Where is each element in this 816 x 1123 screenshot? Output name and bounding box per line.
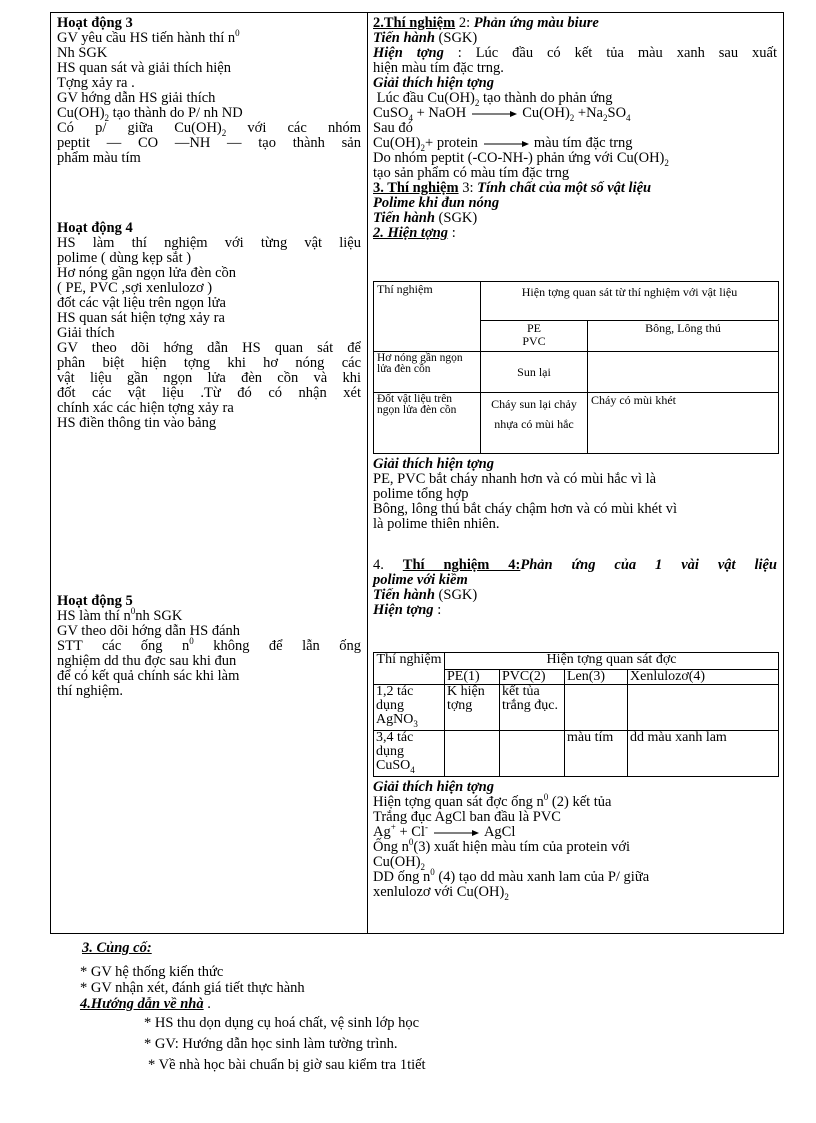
table-cell: Hơ nóng gần ngọn lửa đèn cồn xyxy=(374,352,481,393)
experiment-4-procedure: Tiến hành (SGK) xyxy=(373,587,478,603)
experiment-4-explanation xyxy=(373,780,777,900)
activity-3-line: Tợng xảy ra . xyxy=(57,75,135,91)
table-cell: Cháy có mùi khét xyxy=(588,393,779,454)
table-row xyxy=(374,731,779,777)
activity-4-line: đốt các vật liệu trên ngọn lửa xyxy=(57,295,226,311)
reaction-equation-2: $Cu(OH)_2+$ protein màu tím đặc trng xyxy=(373,135,633,153)
explain-line: polime tổng hợp xyxy=(373,486,469,502)
activity-3-line: HS quan sát và giải thích hiện xyxy=(57,60,231,76)
activity-4-line: HS làm thí nghiệm với từng vật liệu xyxy=(57,235,361,251)
table-row xyxy=(374,352,779,393)
activity-4-title: Hoạt động 4 xyxy=(57,220,133,236)
homework-item: * HS thu dọn dụng cụ hoá chất, vệ sinh lớp học xyxy=(144,1015,420,1031)
footer-section xyxy=(80,940,426,1073)
activity-5-line: để có kết quả chính sác khi làm xyxy=(57,668,240,684)
experiment-3-heading: 3. Thí nghiệm 3: Tính chất của một số vật liệu xyxy=(373,180,652,196)
table-cell: Sun lại xyxy=(481,352,588,393)
table-row xyxy=(374,393,779,454)
activity-4-line: phân biệt hiện tợng khi hơ nóng các xyxy=(57,355,361,371)
activity-3-line: Có p/ giữa $Cu(OH)_2$ với các nhóm xyxy=(57,120,361,138)
consolidation-item: * GV hệ thống kiến thức xyxy=(80,964,224,980)
reaction-arrow-icon xyxy=(470,110,518,118)
experiment-4-explain-title: Giải thích hiện tợng xyxy=(373,779,494,795)
table-header-cell: Thí nghiệm xyxy=(374,653,445,685)
experiment-3-explain-title: Giải thích hiện tợng xyxy=(373,456,494,472)
table-header-cell: Hiện tợng quan sát từ thí nghiệm với vật liệu xyxy=(481,282,779,321)
table-cell: 1,2 tác dụng AgNO$_3$ xyxy=(374,685,445,731)
experiment-4-heading: 4. Thí nghiệm 4:Phản ứng của 1 vài vật liệu xyxy=(373,557,777,573)
reaction-arrow-icon xyxy=(482,140,530,148)
table-header-cell: Xenlulozơ(4) xyxy=(628,670,779,685)
experiment-3-observation-title: 2. Hiện tợng : xyxy=(373,225,456,241)
homework-heading: 4.Hướng dẫn về nhà . xyxy=(80,996,211,1012)
explain-line: Hiện tợng quan sát đợc ống $n^0$ (2) kết tủa xyxy=(373,792,612,810)
table-cell xyxy=(628,685,779,731)
experiment-2-observation: Hiện tợng : Lúc đầu có kết tủa màu xanh sau xuất xyxy=(373,45,777,61)
table-cell xyxy=(565,685,628,731)
homework-item: * Về nhà học bài chuẩn bị giờ sau kiểm tra 1tiết xyxy=(148,1057,426,1073)
table-cell xyxy=(445,731,500,777)
heating-observation-table xyxy=(373,281,779,454)
activity-4-line: HS điền thông tin vào bảng xyxy=(57,415,217,431)
table-cell: Đốt vật liệu trên ngọn lửa đèn cồn xyxy=(374,393,481,454)
experiment-2-procedure: Tiến hành (SGK) xyxy=(373,30,478,46)
activity-3-block xyxy=(57,16,361,166)
explain-line: Bông, lông thú bắt cháy chậm hơn và có mùi khét vì xyxy=(373,501,678,517)
activity-5-line: GV theo dõi hớng dẫn HS đánh xyxy=(57,623,240,639)
activity-3-title: Hoạt động 3 xyxy=(57,15,133,31)
table-header-cell: Hiện tợng quan sát đợc xyxy=(445,653,779,670)
activity-5-block xyxy=(57,594,361,699)
activity-3-line: Nh SGK xyxy=(57,45,108,61)
experiment-2-explain-title: Giải thích hiện tợng xyxy=(373,75,494,91)
activity-4-line: Giải thích xyxy=(57,325,115,341)
table-header-cell: PVC(2) xyxy=(500,670,565,685)
activity-5-line: nghiệm dd thu đợc sau khi đun xyxy=(57,653,237,669)
consolidation-item: * GV nhận xét, đánh giá tiết thực hành xyxy=(80,980,305,996)
table-header-cell: Thí nghiệm xyxy=(374,282,481,352)
activity-3-line: $Cu(OH)_2$ tạo thành do P/ nh ND xyxy=(57,105,243,123)
explain-line: PE, PVC bắt cháy nhanh hơn và có mùi hắc vì là xyxy=(373,471,657,487)
activity-4-line: chính xác các hiện tợng xảy ra xyxy=(57,400,234,416)
table-cell: màu tím xyxy=(565,731,628,777)
table-row xyxy=(374,653,779,670)
alkali-reaction-table xyxy=(373,652,779,777)
experiment-4-observation-title: Hiện tợng : xyxy=(373,602,442,618)
experiment-2-block xyxy=(373,16,777,241)
activity-4-line: HS quan sát hiện tợng xảy ra xyxy=(57,310,225,326)
activity-4-block xyxy=(57,221,361,431)
table-row xyxy=(374,685,779,731)
table-cell: Cháy sun lại chảy nhựa có mùi hắc xyxy=(481,393,588,454)
homework-item: * GV: Hướng dẫn học sinh làm tường trình. xyxy=(144,1036,398,1052)
explain-line: Lúc đầu $Cu(OH)_2$ tạo thành do phản ứng xyxy=(376,90,613,108)
table-cell: dd màu xanh lam xyxy=(628,731,779,777)
explain-line: DD ống $n^0$ (4) tạo dd màu xanh lam của P/ giữa xyxy=(373,867,650,885)
activity-4-line: ( PE, PVC ,sợi xenlulozơ ) xyxy=(57,280,213,296)
explain-line: là polime thiên nhiên. xyxy=(373,516,500,532)
activity-3-line: GV yêu cầu HS tiến hành thí $n^0$ xyxy=(57,28,240,46)
table-cell: K hiện tợng xyxy=(445,685,500,731)
experiment-2-observation-line: hiện màu tím đặc trng. xyxy=(373,60,504,76)
explain-line: tạo sản phẩm có màu tím đặc trng xyxy=(373,165,570,181)
table-cell: kết tủa trắng đục. xyxy=(500,685,565,731)
activity-5-line: thí nghiệm. xyxy=(57,683,124,699)
activity-4-line: Hơ nóng gần ngọn lửa đèn cồn xyxy=(57,265,237,281)
activity-5-line: HS làm thí $n^0nh$ SGK xyxy=(57,606,183,624)
experiment-4-heading-line: polime với kiềm xyxy=(373,572,468,588)
explain-line: xenlulozơ với $Cu(OH)_2$ xyxy=(373,884,509,902)
experiment-3-procedure: Tiến hành (SGK) xyxy=(373,210,478,226)
explain-line: Do nhóm peptit (-CO-NH-) phản ứng với $Cu(OH)_2$ xyxy=(373,150,669,168)
activity-5-title: Hoạt động 5 xyxy=(57,593,133,609)
activity-4-line: đốt các vật liệu .Từ đó có nhận xét xyxy=(57,385,361,401)
table-row xyxy=(374,282,779,321)
table-header-cell: PE(1) xyxy=(445,670,500,685)
table-header-cell: Len(3) xyxy=(565,670,628,685)
explain-line: $Cu(OH)_2$ xyxy=(373,854,426,872)
experiment-3-explanation xyxy=(373,457,777,532)
activity-3-line: GV hớng dẫn HS giải thích xyxy=(57,90,216,106)
reaction-equation-1: CuSO$_4$ + NaOH $Cu(OH)_2 +Na_2SO_4$ xyxy=(373,105,631,123)
experiment-2-heading: 2.Thí nghiệm 2: Phản ứng màu biure xyxy=(373,15,599,31)
experiment-4-block xyxy=(373,558,777,618)
table-cell xyxy=(588,352,779,393)
activity-4-line: GV theo dõi hớng dẫn HS quan sát để xyxy=(57,340,361,356)
lesson-table xyxy=(50,12,784,934)
table-header-cell: Bông, Lông thú xyxy=(588,321,779,352)
experiment-3-heading-line: Polime khi đun nóng xyxy=(373,195,500,211)
activity-3-line: phẩm màu tím xyxy=(57,150,141,166)
activity-4-line: polime ( dùng kẹp sắt ) xyxy=(57,250,192,266)
table-cell: 3,4 tác dụng CuSO$_4$ xyxy=(374,731,445,777)
table-header-cell: PE PVC xyxy=(481,321,588,352)
explain-line: Sau đó xyxy=(373,120,413,136)
reaction-arrow-icon xyxy=(432,829,480,837)
explain-line: Ống $n^0(3)$ xuất hiện màu tím của protein với xyxy=(373,837,631,855)
column-divider xyxy=(367,13,368,933)
activity-5-line: STT các ống $n^0$ không để lẫn ống xyxy=(57,636,362,654)
reaction-equation-3: Ag+ + Cl- AgCl xyxy=(373,822,516,840)
table-cell xyxy=(500,731,565,777)
activity-4-line: vật liệu gần ngọn lửa đèn cồn và khi xyxy=(57,370,361,386)
explain-line: Trắng đục AgCl ban đầu là PVC xyxy=(373,809,561,825)
activity-3-line: peptit — CO —NH — tạo thành sản xyxy=(57,135,361,151)
consolidation-heading: 3. Củng cố: xyxy=(82,940,152,956)
